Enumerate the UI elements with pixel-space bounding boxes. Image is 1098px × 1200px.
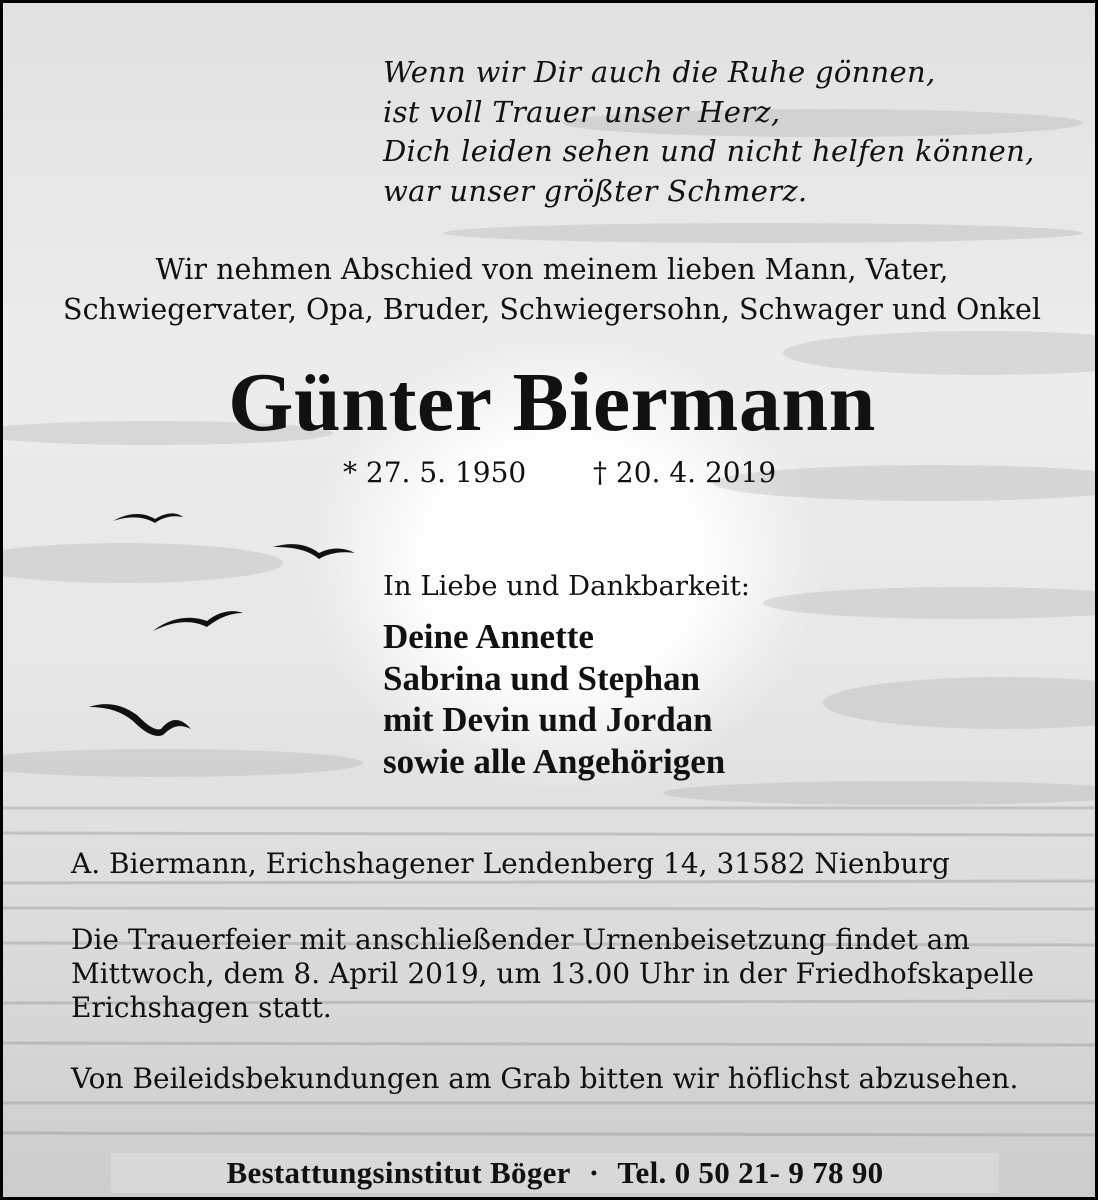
- poem-line: Dich leiden sehen und nicht helfen können,: [383, 134, 1035, 168]
- mourner-name: mit Devin und Jordan: [383, 700, 713, 739]
- undertaker-name: Bestattungsinstitut Böger: [226, 1155, 571, 1190]
- seagulls: [83, 503, 363, 743]
- condolence-note: Von Beileidsbekundungen am Grab bitten wir höflichst abzusehen.: [71, 1062, 1019, 1095]
- birth-date: * 27. 5. 1950: [343, 456, 527, 489]
- ceremony-line: Mittwoch, dem 8. April 2019, um 13.00 Uhr in der Friedhofskapelle: [71, 957, 1035, 990]
- farewell-text: [43, 250, 1061, 330]
- mourners-intro: In Liebe und Dankbarkeit:: [383, 570, 751, 602]
- family-address: A. Biermann, Erichshagener Lendenberg 14, 31582 Nienburg: [71, 847, 950, 880]
- mourner-name: Sabrina und Stephan: [383, 658, 701, 698]
- seagull-icon: [113, 513, 183, 523]
- mourner-name: sowie alle Angehörigen: [383, 741, 726, 781]
- seagull-icon: [273, 544, 355, 559]
- death-date: † 20. 4. 2019: [593, 456, 777, 489]
- mourner-name: Deine Annette: [383, 617, 594, 656]
- ceremony-line: Erichshagen statt.: [71, 991, 332, 1024]
- ceremony-details: [71, 923, 1039, 1025]
- farewell-line: Wir nehmen Abschied von meinem lieben Mann, Vater,: [155, 253, 949, 286]
- undertaker-bar: [111, 1153, 999, 1193]
- poem-line: Wenn wir Dir auch die Ruhe gönnen,: [383, 55, 936, 89]
- undertaker-separator: ·: [588, 1155, 600, 1190]
- poem-line: war unser größter Schmerz.: [383, 173, 808, 208]
- poem: [383, 53, 1035, 211]
- farewell-line: Schwiegervater, Opa, Bruder, Schwiegersohn, Schwager und Onkel: [63, 293, 1041, 326]
- seagull-icon: [153, 611, 243, 631]
- ceremony-line: Die Trauerfeier mit anschließender Urnenbeisetzung findet am: [71, 923, 970, 956]
- seagull-icon: [89, 704, 191, 736]
- poem-line: ist voll Trauer unser Herz,: [383, 94, 781, 129]
- undertaker-phone: Tel. 0 50 21- 9 78 90: [617, 1155, 884, 1190]
- deceased-name: Günter Biermann: [228, 356, 876, 449]
- mourners-list: [383, 616, 725, 782]
